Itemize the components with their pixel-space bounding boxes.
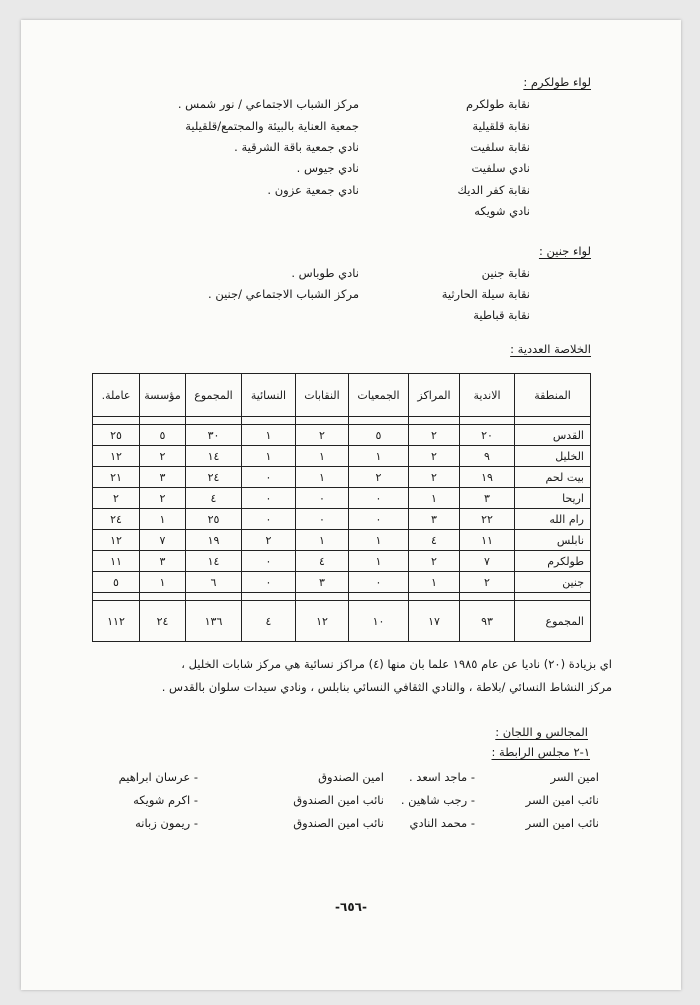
table-header: المراكز xyxy=(409,374,460,417)
table-cell: الخليل xyxy=(515,446,591,467)
list-item: نقابة سيلة الحارثية xyxy=(441,287,530,301)
league-council-heading: ١-٢ مجلس الرابطة : xyxy=(491,745,590,759)
council-title: نائب امين السر xyxy=(525,816,599,830)
council-title: نائب امين السر xyxy=(525,793,599,807)
table-cell: ٢ xyxy=(409,467,460,488)
table-header: عاملة. xyxy=(93,374,140,417)
table-spacer-row xyxy=(93,593,591,601)
table-cell: ١٧ xyxy=(409,601,460,642)
table-cell: ٣ xyxy=(460,488,515,509)
table-cell: جنين xyxy=(515,572,591,593)
table-spacer-row xyxy=(93,417,591,425)
table-cell: ١ xyxy=(140,572,186,593)
table-cell: ٣٠ xyxy=(186,425,242,446)
table-cell: ٤ xyxy=(242,601,296,642)
list-item: نادي سلفيت xyxy=(471,161,530,175)
table-cell: ٣ xyxy=(409,509,460,530)
table-cell: ١٢ xyxy=(93,530,140,551)
table-cell: ٣ xyxy=(140,551,186,572)
council-name: - رجب شاهين . xyxy=(400,793,475,807)
council-name: - عرسان ابراهيم xyxy=(118,770,198,784)
table-cell: ١٢ xyxy=(93,446,140,467)
table-cell: ٢٢ xyxy=(460,509,515,530)
table-cell: ١ xyxy=(409,572,460,593)
table-row xyxy=(93,425,591,446)
table-cell: بيت لحم xyxy=(515,467,591,488)
table-cell: ٠ xyxy=(242,467,296,488)
table-cell: رام الله xyxy=(515,509,591,530)
table-cell: ٢٤ xyxy=(93,509,140,530)
councils-heading: المجالس و اللجان : xyxy=(495,725,588,739)
table-cell: ١ xyxy=(242,425,296,446)
table-cell: ١٩ xyxy=(460,467,515,488)
list-item: نقابة طولكرم xyxy=(466,97,530,111)
table-cell: ٢٥ xyxy=(186,509,242,530)
list-item: مركز الشباب الاجتماعي / نور شمس . xyxy=(177,97,359,111)
table-cell: ١ xyxy=(296,530,349,551)
table-cell: ٢٤ xyxy=(140,601,186,642)
council-name: - ماجد اسعد . xyxy=(409,770,475,784)
table-cell: ٠ xyxy=(242,488,296,509)
table-row xyxy=(93,572,591,593)
table-cell: ٧ xyxy=(460,551,515,572)
statistics-table xyxy=(92,373,591,642)
table-cell: ٢٥ xyxy=(93,425,140,446)
jenin-heading: لواء جنين : xyxy=(538,244,591,258)
list-item: مركز الشباب الاجتماعي /جنين . xyxy=(208,287,359,301)
table-cell: ١ xyxy=(296,467,349,488)
table-cell: ٥ xyxy=(140,425,186,446)
table-row xyxy=(93,467,591,488)
table-cell: ١٠ xyxy=(349,601,409,642)
table-cell: ٦ xyxy=(186,572,242,593)
list-item: نقابة كفر الديك xyxy=(457,183,530,197)
table-row xyxy=(93,530,591,551)
table-cell: القدس xyxy=(515,425,591,446)
page-number: -٦٥٦- xyxy=(335,900,367,914)
table-cell: ١١ xyxy=(93,551,140,572)
table-header: النقابات xyxy=(296,374,349,417)
document-page xyxy=(21,20,681,990)
table-cell: ٥ xyxy=(93,572,140,593)
note-line: اي بزيادة (٢٠) ناديا عن عام ١٩٨٥ علما بان منها (٤) مراكز نسائية هي مركز شابات الخليل ، xyxy=(181,657,612,671)
council-name: - ريمون زبانه xyxy=(135,816,198,830)
list-item: نقابة سلفيت xyxy=(470,140,530,154)
tulkarm-heading: لواء طولكرم : xyxy=(523,75,591,89)
table-row xyxy=(93,488,591,509)
council-name: - محمد النادي xyxy=(409,816,475,830)
table-cell: اريحا xyxy=(515,488,591,509)
table-cell: ٢ xyxy=(349,467,409,488)
table-cell: ١١٢ xyxy=(93,601,140,642)
table-row xyxy=(93,509,591,530)
table-header-row xyxy=(93,374,591,417)
table-cell: ٣ xyxy=(140,467,186,488)
table-cell: ٢١ xyxy=(93,467,140,488)
table-cell: ٢٤ xyxy=(186,467,242,488)
table-cell: ٠ xyxy=(296,488,349,509)
table-cell: ١١ xyxy=(460,530,515,551)
table-total-row xyxy=(93,601,591,642)
table-cell: ٢ xyxy=(93,488,140,509)
table-cell: طولكرم xyxy=(515,551,591,572)
table-cell: ١ xyxy=(140,509,186,530)
table-row xyxy=(93,446,591,467)
table-cell: ٤ xyxy=(296,551,349,572)
table-cell: ١٣٦ xyxy=(186,601,242,642)
table-cell: ١ xyxy=(296,446,349,467)
list-item: نقابة جنين xyxy=(481,266,530,280)
list-item: نادي جيوس . xyxy=(296,161,359,175)
table-header: المنطقة xyxy=(515,374,591,417)
table-cell: ٠ xyxy=(349,509,409,530)
table-cell: ٤ xyxy=(186,488,242,509)
council-title: نائب امين الصندوق xyxy=(293,793,384,807)
table-cell: ٢ xyxy=(409,551,460,572)
table-header: الجمعيات xyxy=(349,374,409,417)
table-cell: ٢ xyxy=(242,530,296,551)
table-cell: ٢ xyxy=(140,488,186,509)
list-item: نادي شويكه xyxy=(474,204,530,218)
table-cell: ١ xyxy=(242,446,296,467)
table-cell: ٢ xyxy=(409,446,460,467)
table-cell: ٢ xyxy=(296,425,349,446)
table-cell: ٠ xyxy=(242,572,296,593)
table-cell: ٩٣ xyxy=(460,601,515,642)
council-title: امين السر xyxy=(550,770,599,784)
table-cell: ٠ xyxy=(349,572,409,593)
list-item: جمعية العناية بالبيئة والمجتمع/قلقيلية xyxy=(185,119,359,133)
table-cell: ٢ xyxy=(140,446,186,467)
table-row xyxy=(93,551,591,572)
table-cell: ١٩ xyxy=(186,530,242,551)
table-cell: ١ xyxy=(349,446,409,467)
table-cell: ٢ xyxy=(460,572,515,593)
table-cell: ٠ xyxy=(296,509,349,530)
list-item: نقابة قباطية xyxy=(473,308,530,322)
table-cell: ٠ xyxy=(349,488,409,509)
table-cell: ٤ xyxy=(409,530,460,551)
table-cell: ١ xyxy=(349,551,409,572)
table-cell: ١٤ xyxy=(186,551,242,572)
summary-heading: الخلاصة العددية : xyxy=(510,342,591,356)
table-cell: المجموع xyxy=(515,601,591,642)
table-header: مؤسسة xyxy=(140,374,186,417)
table-cell: ٩ xyxy=(460,446,515,467)
table-cell: ٧ xyxy=(140,530,186,551)
table-cell: ٠ xyxy=(242,551,296,572)
list-item: نادي جمعية عزون . xyxy=(267,183,359,197)
table-cell: ٠ xyxy=(242,509,296,530)
table-cell: ١٢ xyxy=(296,601,349,642)
table-header: النسائية xyxy=(242,374,296,417)
list-item: نادي جمعية باقة الشرقية . xyxy=(234,140,359,154)
list-item: نقابة قلقيلية xyxy=(472,119,530,133)
table-header: الاندية xyxy=(460,374,515,417)
council-title: امين الصندوق xyxy=(318,770,384,784)
note-line: مركز النشاط النسائي /بلاطة ، والنادي الثقافي النسائي بنابلس ، ونادي سيدات سلوان بالقدس . xyxy=(161,680,612,694)
table-cell: ٥ xyxy=(349,425,409,446)
list-item: نادي طوباس . xyxy=(291,266,359,280)
table-cell: ١٤ xyxy=(186,446,242,467)
table-cell: ٢٠ xyxy=(460,425,515,446)
table-cell: ١ xyxy=(409,488,460,509)
council-name: - اكرم شويكه xyxy=(133,793,198,807)
table-cell: ١ xyxy=(349,530,409,551)
table-header: المجموع xyxy=(186,374,242,417)
table-cell: ٣ xyxy=(296,572,349,593)
table-cell: ٢ xyxy=(409,425,460,446)
table-cell: نابلس xyxy=(515,530,591,551)
council-title: نائب امين الصندوق xyxy=(293,816,384,830)
